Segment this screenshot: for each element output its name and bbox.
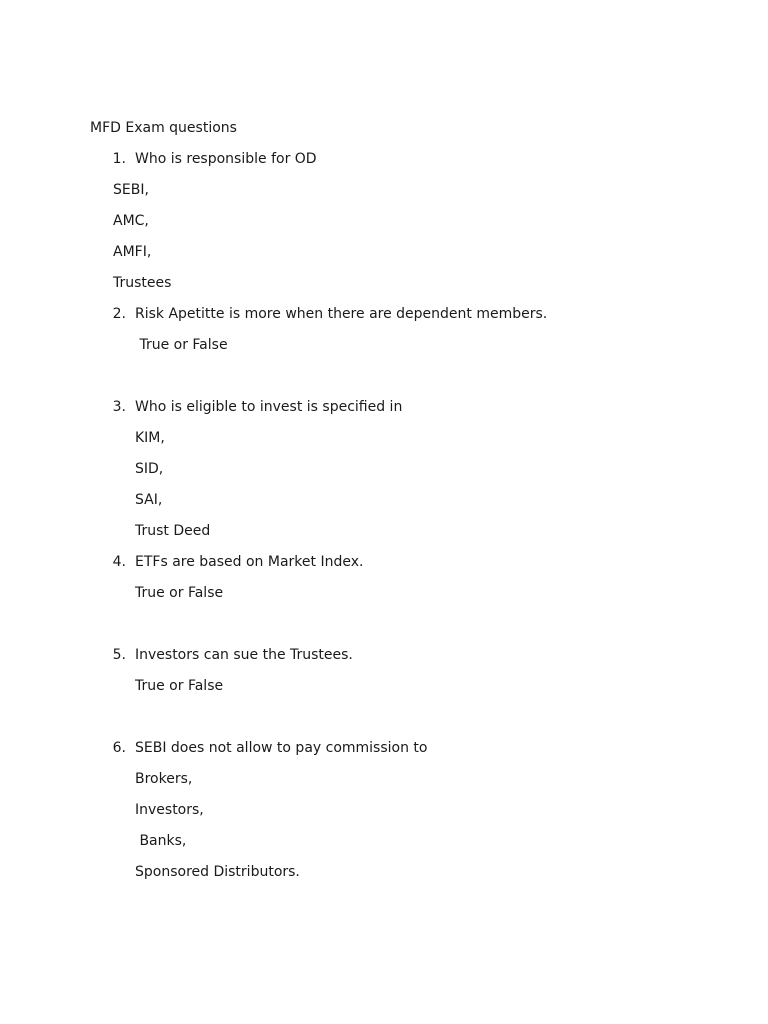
question-6-option-3: Banks,	[135, 833, 187, 849]
question-3-text: Who is eligible to invest is specified in	[135, 399, 403, 415]
question-6-text: SEBI does not allow to pay commission to	[135, 740, 428, 756]
question-5-text: Investors can sue the Trustees.	[135, 647, 353, 663]
question-1-option-2: AMC,	[113, 213, 149, 229]
question-4-option-1: True or False	[135, 585, 224, 601]
question-1-number: 1.	[112, 151, 126, 167]
question-3-number: 3.	[112, 399, 126, 415]
question-6-option-4: Sponsored Distributors.	[135, 864, 300, 880]
question-3-option-4: Trust Deed	[135, 523, 211, 539]
question-6-number: 6.	[112, 740, 126, 756]
question-6-option-1: Brokers,	[135, 771, 193, 787]
question-1-option-4: Trustees	[113, 275, 172, 291]
question-2-text: Risk Apetitte is more when there are dependent members.	[135, 306, 548, 322]
question-4-text: ETFs are based on Market Index.	[135, 554, 364, 570]
question-6-option-2: Investors,	[135, 802, 204, 818]
question-1-option-3: AMFI,	[113, 244, 152, 260]
question-3-option-2: SID,	[135, 461, 164, 477]
question-3-option-1: KIM,	[135, 430, 165, 446]
question-2-number: 2.	[112, 306, 126, 322]
question-5-option-1: True or False	[135, 678, 224, 694]
question-5-number: 5.	[112, 647, 126, 663]
question-1-option-1: SEBI,	[113, 182, 149, 198]
question-4-number: 4.	[112, 554, 126, 570]
question-1-text: Who is responsible for OD	[135, 151, 317, 167]
question-2-option-1: True or False	[135, 337, 228, 353]
question-3-option-3: SAI,	[135, 492, 163, 508]
document-title: MFD Exam questions	[90, 120, 237, 136]
